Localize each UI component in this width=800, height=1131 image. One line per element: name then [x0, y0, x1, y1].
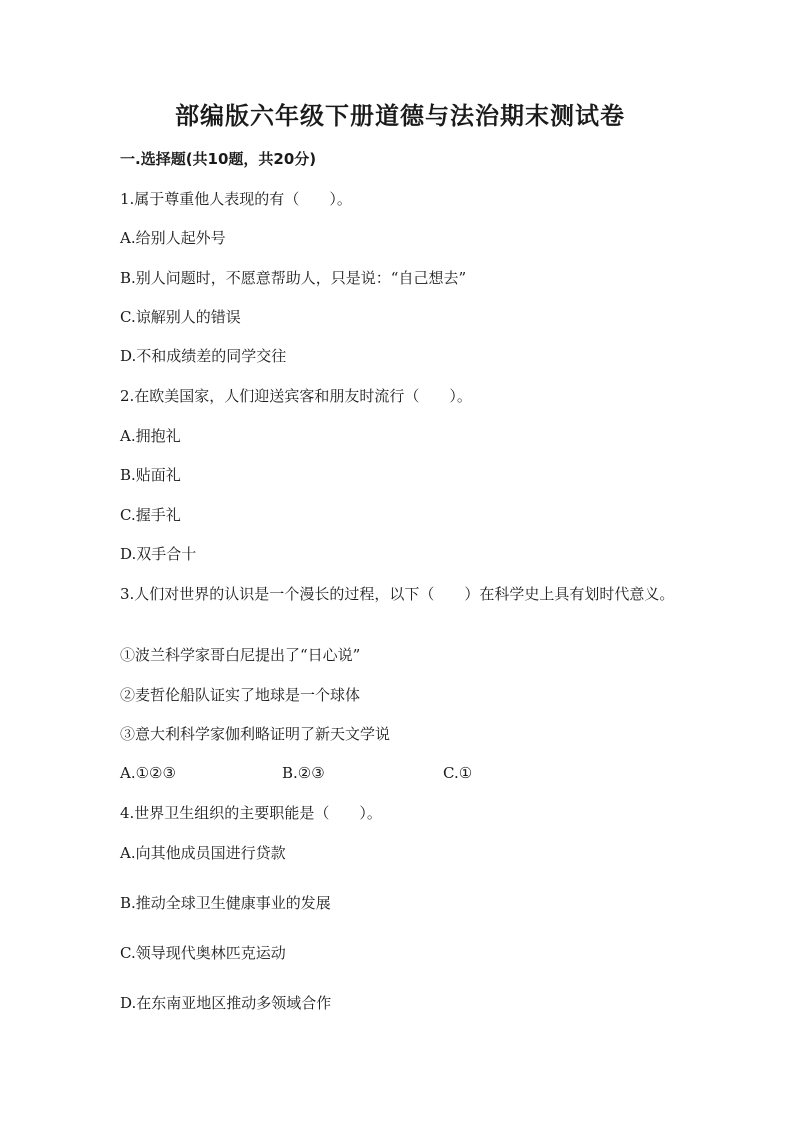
question-2-option-c: C.握手礼	[120, 506, 181, 524]
question-3-statement-2: ②麦哲伦船队证实了地球是一个球体	[120, 686, 361, 704]
question-4-stem: 4.世界卫生组织的主要职能是（ ）。	[120, 804, 382, 822]
question-3-option-b: B.②③	[282, 764, 325, 782]
section-heading: 一.选择题(共10题，共20分)	[120, 150, 317, 168]
question-3-stem: 3.人们对世界的认识是一个漫长的过程，以下（ ）在科学史上具有划时代意义。	[120, 585, 675, 603]
question-1-option-b: B.别人问题时，不愿意帮助人，只是说：“自己想去”	[120, 269, 467, 287]
question-3-option-c: C.①	[443, 764, 473, 782]
question-3-option-a: A.①②③	[120, 764, 176, 782]
question-2-option-b: B.贴面礼	[120, 466, 181, 484]
question-4-option-a: A.向其他成员国进行贷款	[120, 844, 286, 862]
question-4-option-d: D.在东南亚地区推动多领域合作	[120, 994, 332, 1012]
question-3-statement-1: ①波兰科学家哥白尼提出了“日心说”	[120, 646, 361, 664]
question-4-option-c: C.领导现代奥林匹克运动	[120, 944, 286, 962]
question-1-stem: 1.属于尊重他人表现的有（ ）。	[120, 190, 352, 208]
question-2-option-d: D.双手合十	[120, 545, 197, 563]
question-1-option-c: C.谅解别人的错误	[120, 308, 241, 326]
question-1-option-d: D.不和成绩差的同学交往	[120, 347, 287, 365]
question-2-stem: 2.在欧美国家，人们迎送宾客和朋友时流行（ ）。	[120, 387, 472, 405]
question-1-option-a: A.给别人起外号	[120, 229, 226, 247]
question-3-statement-3: ③意大利科学家伽利略证明了新天文学说	[120, 725, 391, 743]
page-title: 部编版六年级下册道德与法治期末测试卷	[175, 102, 625, 130]
question-2-option-a: A.拥抱礼	[120, 427, 181, 445]
question-4-option-b: B.推动全球卫生健康事业的发展	[120, 894, 331, 912]
